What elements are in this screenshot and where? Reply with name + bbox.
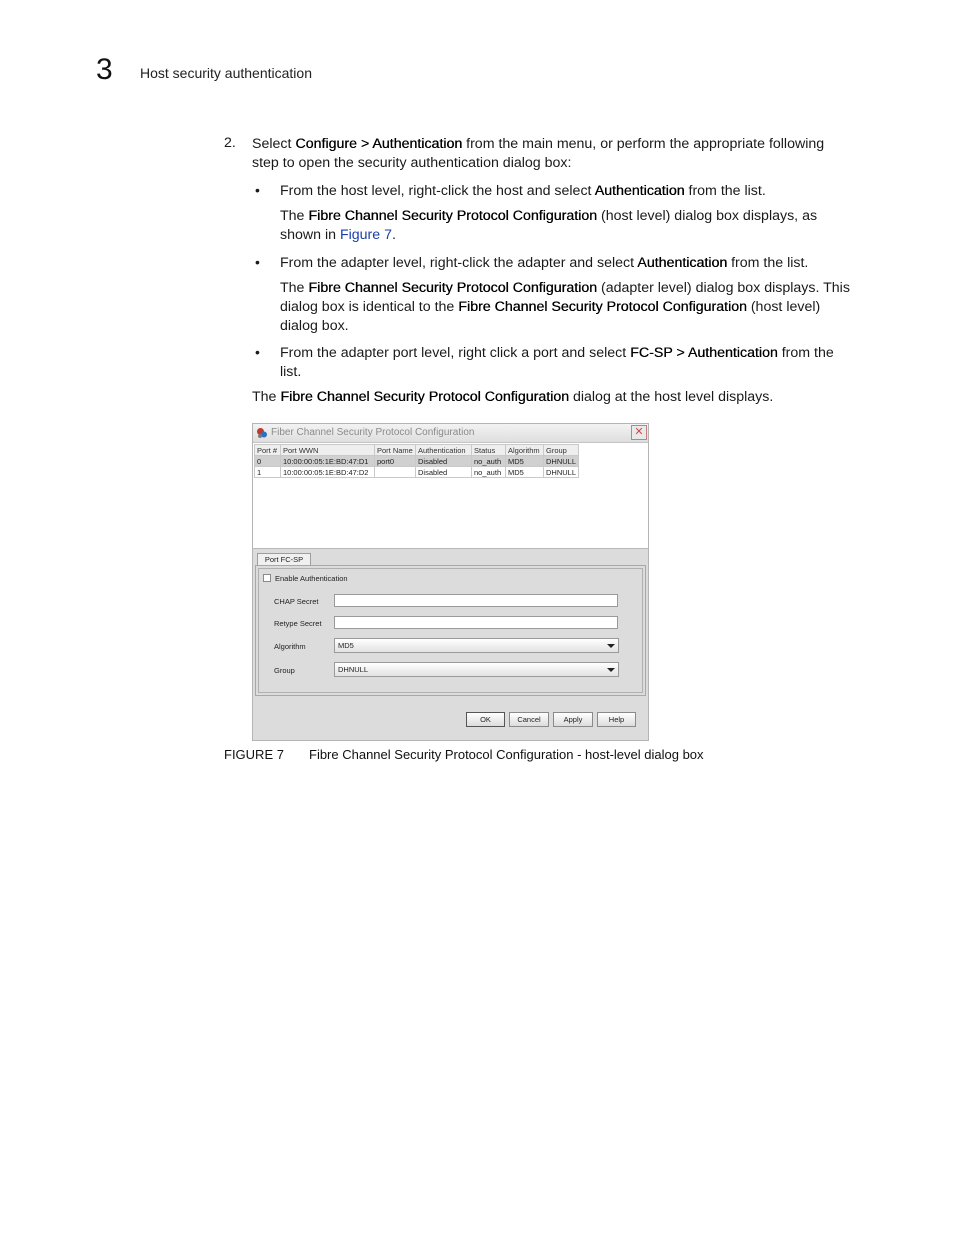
fcsp-dialog [252,423,649,741]
bullet-2-text: From the adapter level, right-click the adapter and select Authentication from the list. [280,255,809,271]
bullet-icon: • [255,254,260,270]
dialog-title: Fiber Channel Security Protocol Configuration [271,427,475,438]
result-text: The Fibre Channel Security Protocol Configuration dialog at the host level displays. [252,389,774,405]
group-value: DHNULL [338,665,369,674]
step-number: 2. [224,135,236,151]
table-cell: no_auth [472,467,506,478]
table-cell: MD5 [506,456,544,467]
menu-path: Configure > Authentication [295,136,463,152]
fcsp-panel-inner [258,568,643,693]
column-header[interactable]: Port # [255,445,281,456]
retype-secret-input[interactable] [334,616,618,629]
table-cell [375,467,416,478]
chap-secret-input[interactable] [334,594,618,607]
group-select[interactable] [334,662,619,677]
figure-label: FIGURE 7 [224,747,284,762]
table-row[interactable] [255,456,579,467]
table-cell: port0 [375,456,416,467]
fcsp-panel [255,565,646,696]
figure-caption: Fibre Channel Security Protocol Configuration - host-level dialog box [309,747,704,762]
group-label: Group [274,666,295,675]
bullet-1-text: From the host level, right-click the host and select Authentication from the list. [280,183,766,199]
bullet-1-detail: The Fibre Channel Security Protocol Configuration (host level) dialog box displays, as shown in Figure 7. [280,208,818,243]
port-table-area [253,443,648,549]
bullet-2-detail: The Fibre Channel Security Protocol Configuration (adapter level) dialog box displays. This dialog box is identical to the Fibre Channel Security Protocol Configuration (host level) dialog box. [280,280,850,334]
algorithm-label: Algorithm [274,642,306,651]
dropdown-arrow-icon [607,644,615,648]
step-intro: Select Configure > Authentication from the main menu, or perform the appropriate following [252,136,825,152]
step-intro-line2: step to open the security authentication dialog box: [252,155,572,171]
table-cell: Disabled [416,456,472,467]
retype-secret-label: Retype Secret [274,619,322,628]
table-cell: Disabled [416,467,472,478]
column-header[interactable]: Authentication [416,445,472,456]
column-header[interactable]: Port Name [375,445,416,456]
chapter-title: Host security authentication [140,65,312,81]
apply-button[interactable]: Apply [553,712,593,727]
dialog-titlebar [253,424,648,443]
algorithm-value: MD5 [338,641,354,650]
table-cell: 10:00:00:05:1E:BD:47:D1 [281,456,375,467]
bullet-icon: • [255,182,260,198]
column-header[interactable]: Status [472,445,506,456]
table-row[interactable] [255,467,579,478]
dropdown-arrow-icon [607,668,615,672]
tab-port-fcsp[interactable]: Port FC-SP [257,553,311,566]
table-cell: 10:00:00:05:1E:BD:47:D2 [281,467,375,478]
table-header-row [255,445,579,456]
table-cell: 1 [255,467,281,478]
figure-7-link[interactable]: Figure 7 [339,227,392,243]
column-header[interactable]: Algorithm [506,445,544,456]
table-cell: DHNULL [544,467,579,478]
bullet-icon: • [255,344,260,360]
column-header[interactable]: Port WWN [281,445,375,456]
table-cell: no_auth [472,456,506,467]
table-cell: 0 [255,456,281,467]
algorithm-select[interactable] [334,638,619,653]
bullet-3-text: From the adapter port level, right click a port and select FC-SP > Authentication from the list. [280,345,834,380]
chap-secret-label: CHAP Secret [274,597,319,606]
column-header[interactable]: Group [544,445,579,456]
chapter-number: 3 [96,53,113,86]
cancel-button[interactable]: Cancel [509,712,549,727]
ok-button[interactable]: OK [466,712,505,727]
table-cell: MD5 [506,467,544,478]
app-icon [256,427,268,439]
enable-authentication-label: Enable Authentication [275,574,348,583]
enable-authentication-checkbox[interactable] [263,574,271,582]
help-button[interactable]: Help [597,712,636,727]
table-cell: DHNULL [544,456,579,467]
close-icon[interactable]: ✕ [631,425,647,440]
port-table [254,444,579,478]
